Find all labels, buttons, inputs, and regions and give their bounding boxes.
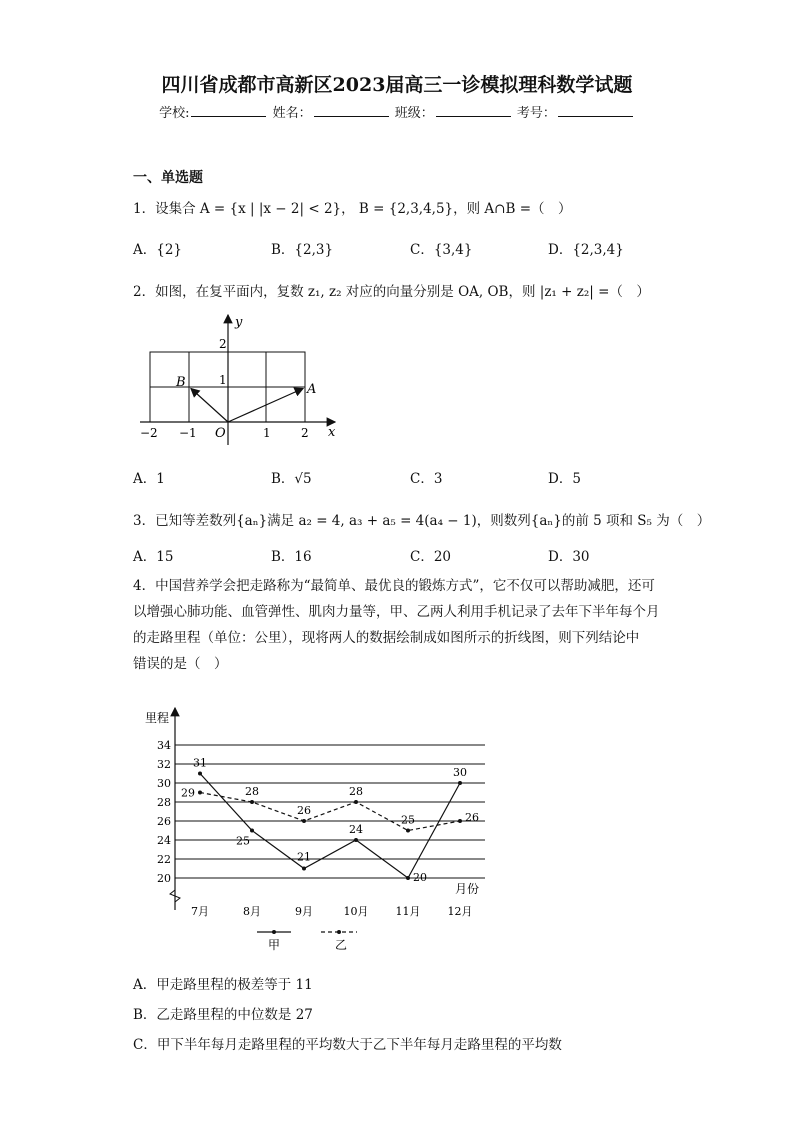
chart-x-tick: 8月	[243, 905, 261, 918]
q2-option-c[interactable]: C．3	[410, 471, 443, 487]
legend-dot-jia	[272, 930, 276, 934]
chart-y-tick: 22	[157, 853, 171, 866]
series-line-0	[200, 774, 460, 879]
x-tick: 2	[301, 426, 309, 440]
point-a-label: A	[307, 382, 317, 397]
x-tick: −2	[140, 426, 158, 440]
class-label: 班级：	[394, 106, 434, 121]
data-point	[354, 800, 358, 804]
q2-option-d[interactable]: D．5	[548, 471, 581, 487]
q2-option-a[interactable]: A．1	[133, 471, 165, 487]
data-point	[302, 819, 306, 823]
q1-option-a[interactable]: A．{2}	[133, 242, 183, 258]
chart-y-tick: 34	[157, 739, 171, 752]
q4-stem-line: 的走路里程（单位：公里），现将两人的数据绘制成如图所示的折线图，则下列结论中	[133, 630, 640, 646]
q4-option-c[interactable]: C．甲下半年每月走路里程的平均数大于乙下半年每月走路里程的平均数	[133, 1037, 562, 1053]
walking-distance-line-chart	[135, 700, 495, 960]
series-line-1	[200, 793, 460, 831]
chart-x-tick: 7月	[191, 905, 209, 918]
y-tick: 1	[219, 373, 227, 387]
q4-stem-line: 错误的是（ ）	[133, 656, 228, 672]
chart-y-label: 里程	[145, 711, 170, 725]
q2-option-b[interactable]: B．√5	[271, 471, 312, 487]
chart-x-tick: 11月	[395, 905, 421, 918]
question-1-stem: 1．设集合 A = {x | |x − 2| < 2}， B = {2,3,4,5}，则 A∩B =（ ）	[133, 201, 572, 217]
question-4-stem	[133, 573, 673, 677]
school-blank	[191, 102, 266, 117]
q4-option-a[interactable]: A．甲走路里程的极差等于 11	[133, 977, 313, 993]
data-point	[302, 867, 306, 871]
point-b-label: B	[176, 375, 186, 390]
number-label: 考号：	[516, 106, 556, 121]
data-label: 31	[193, 756, 207, 770]
legend-dot-yi	[337, 930, 341, 934]
number-blank	[558, 102, 633, 117]
q3-option-d[interactable]: D．30	[548, 549, 590, 565]
chart-x-tick: 10月	[343, 905, 369, 918]
x-tick: 1	[263, 426, 271, 440]
data-label: 28	[349, 785, 363, 798]
name-blank	[314, 102, 389, 117]
data-point	[198, 772, 202, 776]
data-label: 20	[413, 871, 427, 884]
chart-y-tick: 30	[157, 777, 171, 790]
data-point	[250, 800, 254, 804]
data-label: 26	[465, 811, 479, 824]
chart-y-tick: 26	[157, 815, 171, 828]
data-point	[198, 791, 202, 795]
data-point	[354, 838, 358, 842]
y-axis-label: y	[235, 315, 243, 330]
chart-x-tick: 9月	[295, 905, 313, 918]
q4-stem-line: 以增强心肺功能、血管弹性、肌肉力量等，甲、乙两人利用手机记录了去年下半年每个月	[133, 604, 660, 620]
q3-option-a[interactable]: A．15	[133, 549, 174, 565]
data-label: 25	[401, 813, 415, 827]
legend-label-yi: 乙	[335, 938, 348, 952]
data-point	[458, 781, 462, 785]
question-3-stem: 3．已知等差数列{aₙ}满足 a₂ = 4, a₃ + a₅ = 4(a₄ − 1)，则数列{aₙ}的前 5 项和 S₅ 为（ ）	[133, 513, 711, 529]
data-label: 24	[349, 823, 363, 836]
q1-option-d[interactable]: D．{2,3,4}	[548, 242, 624, 258]
y-tick: 2	[219, 337, 227, 351]
question-2-stem: 2．如图，在复平面内，复数 z₁, z₂ 对应的向量分别是 OA, OB，则 |z₁ + z₂| =（ ）	[133, 284, 650, 300]
page-title: 四川省成都市高新区2023届高三一诊模拟理科数学试题	[161, 74, 633, 96]
q3-option-c[interactable]: C．20	[410, 549, 452, 565]
school-label: 学校:	[159, 106, 190, 121]
class-blank	[436, 102, 511, 117]
chart-y-tick: 24	[157, 834, 171, 847]
chart-y-tick: 28	[157, 796, 171, 809]
chart-y-tick: 32	[157, 758, 171, 771]
chart-x-tick: 12月	[447, 905, 473, 918]
data-point	[406, 876, 410, 880]
origin-label: O	[215, 426, 226, 441]
data-label: 29	[181, 786, 195, 800]
complex-plane-figure	[135, 310, 350, 450]
x-tick: −1	[179, 426, 197, 440]
data-point	[406, 829, 410, 833]
student-info-line	[0, 102, 794, 121]
chart-x-label: 月份	[455, 882, 480, 896]
q1-option-b[interactable]: B．{2,3}	[271, 242, 334, 258]
chart-legend	[257, 930, 357, 952]
x-axis-label: x	[328, 425, 336, 440]
section-heading: 一、单选题	[133, 170, 203, 186]
q1-option-c[interactable]: C．{3,4}	[410, 242, 473, 258]
data-label: 25	[236, 834, 250, 848]
data-point	[458, 819, 462, 823]
legend-label-jia: 甲	[268, 938, 281, 952]
data-label: 21	[297, 850, 311, 864]
q3-option-b[interactable]: B．16	[271, 549, 312, 565]
data-label: 28	[245, 785, 259, 798]
q4-option-b[interactable]: B．乙走路里程的中位数是 27	[133, 1007, 313, 1023]
data-label: 30	[453, 766, 467, 779]
data-point	[250, 829, 254, 833]
q4-stem-line: 4．中国营养学会把走路称为“最简单、最优良的锻炼方式”，它不仅可以帮助减肥，还可	[133, 578, 655, 594]
chart-y-tick: 20	[157, 872, 171, 885]
name-label: 姓名：	[272, 106, 312, 121]
vector-ob	[191, 389, 228, 423]
data-label: 26	[297, 804, 311, 817]
